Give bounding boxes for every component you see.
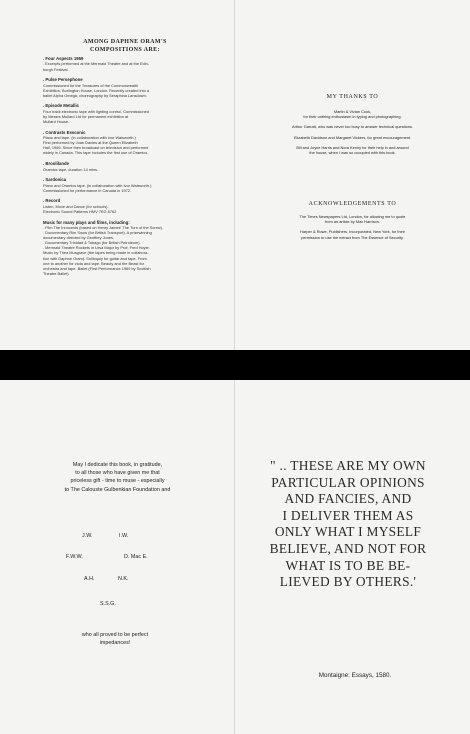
acknowledgements-line: permission to use the extract from The Essence of Security.	[301, 234, 404, 240]
composition-description: . Mermaid Theatre Rockets in Ursa Major by Prof. Fred Hoyle.	[43, 245, 150, 251]
dedication-closing-line: who all proved to be perfect	[81, 632, 149, 638]
composition-description: . Film The Innocents (based on Henry James' The Turn of the Screw).	[43, 225, 163, 230]
composition-description: by Messrs Mullard Ltd for permanent exhibition at	[43, 113, 129, 119]
compositions-page	[0, 0, 235, 350]
dedication-line: May I dedicate this book, in gratitude,	[72, 462, 163, 468]
composition-description: documentary directed by Geoffrey Jones.	[43, 235, 115, 241]
initials-nk: N.K.	[118, 576, 129, 582]
initials-ah: A.H.	[84, 576, 95, 582]
composition-description: Electronic Sound Patterns HMV 7EG 8762	[43, 208, 117, 214]
thanks-line: Martin & Vivian Cook,	[333, 109, 372, 114]
composition-title: . Episode Metallic	[43, 103, 80, 109]
quote-line: ONLY WHAT I MYSELF	[274, 524, 422, 540]
dedication-line: to The Calouste Gulbenkian Foundation and	[64, 486, 171, 493]
composition-description: Four track electronic tape with lighting control. Commissioned	[43, 108, 149, 114]
thanks-line: for their untiring enthusiasm in typing and photographing.	[303, 114, 402, 120]
composition-description: . Excerpts performed at the Mermaid Theatre and at the Edin-	[43, 61, 150, 67]
composition-description: one to another for viola and tape. Beauty and the Beast for	[43, 260, 145, 266]
composition-title: . Pulse Persephone	[43, 77, 83, 83]
composition-title: . Contrasts Essconic	[43, 129, 86, 135]
initials-dmace: D. Mac E.	[124, 554, 148, 560]
dedication-closing	[40, 631, 190, 647]
thanks-list	[263, 109, 443, 155]
composition-description: Music by Thea Musgrave (the tapes being made in collabora-	[43, 250, 149, 256]
initials-fww: F.W.W.	[66, 554, 83, 560]
initials-jw: J.W.	[82, 533, 93, 539]
quote-line: PARTICULAR OPINIONS	[271, 474, 425, 490]
dedication-page	[0, 380, 235, 734]
initials-ssg: S.S.G.	[100, 601, 116, 607]
composition-description: Hall, 1969. Since then broadcast on television and performed	[43, 145, 149, 151]
composition-entry	[43, 130, 198, 156]
acknowledgements-line: Harper & Rowe, Publishers, Incorporated, New York, for their	[300, 229, 405, 235]
composition-entry	[43, 161, 198, 172]
acknowledgements-line: The Times Newspapers Ltd, London, for allowing me to quote	[299, 214, 406, 219]
quote-line: " .. THESE ARE MY OWN	[270, 458, 426, 473]
composition-description: burgh Festival.	[43, 66, 69, 72]
composition-description: Mullard House.	[43, 119, 70, 125]
composition-description: orchestra and tape. Ballet (First Performance 1969 by Scottish	[43, 265, 151, 271]
composition-title: . Broolilande	[43, 161, 70, 167]
acknowledgements-list	[263, 214, 443, 240]
composition-description: tion with Daphne Oram). Sollioquiy for guitar and tape. From	[43, 255, 147, 261]
compositions-list	[43, 56, 198, 282]
thanks-line: Bill and Joyce Harris and Nora Kenny for their help in and around	[296, 144, 409, 150]
initials-iw: I.W.	[119, 533, 129, 539]
thanks-line: Arthur Garratt, who was never too busy to answer technical questions.	[292, 124, 413, 130]
thanks-page	[235, 0, 470, 350]
composition-title: . Four Aspects 1959	[43, 56, 84, 61]
thanks-title: MY THANKS TO	[326, 94, 379, 100]
composition-description: Commissioned for the Treasures of the Commonwealth	[43, 82, 139, 88]
composition-title: . Sardonica	[43, 177, 67, 183]
thanks-line: the house, when I was so occupied with this book.	[309, 150, 396, 156]
composition-entry	[43, 56, 198, 72]
composition-description: Piano and tape. (in collaboration with Ivor Walsworth.)	[43, 135, 136, 141]
quote-line: I DELIVER THEM AS	[282, 507, 414, 523]
quote-attribution: Montaigne: Essays, 1580.	[318, 672, 392, 679]
dedication-text	[30, 461, 205, 494]
composition-title: . Record	[43, 198, 61, 204]
dedication-line: priceless gift - time to muse - especially	[70, 478, 165, 485]
top-spread	[0, 0, 470, 350]
composition-description: Theatre Ballet).	[43, 270, 70, 276]
composition-description: ballet Alpha Omega, choreography by Seraphina Lansdown.	[43, 92, 147, 98]
dedication-closing-line: impedances!	[99, 640, 131, 647]
composition-entry	[43, 103, 198, 124]
quote-line: AND FANCIES, AND	[284, 491, 412, 507]
composition-entry	[43, 198, 198, 214]
composition-description: . Documentary Trinidad & Tobago (for British Petroleum).	[43, 240, 141, 246]
composition-description: Listen, Move and Dance (for schools).	[43, 203, 109, 209]
composition-entry	[43, 177, 198, 193]
quote-line: BELIEVE, AND NOT FOR	[269, 540, 427, 556]
composition-entry	[43, 220, 198, 276]
composition-description: Oramics tape, duration 14 mins.	[43, 166, 99, 172]
thanks-line: Elizabeth Davidson and Margaret Vickers, for great encouragement.	[293, 134, 412, 140]
quote-line: LIEVED BY OTHERS.'	[279, 574, 417, 590]
acknowledgements-line: from an article by Max Harrison.	[324, 219, 381, 225]
composition-description: Exhibition, Burlington House, London. Recently created into a	[43, 87, 149, 93]
dedication-line: to all those who have given me that	[75, 470, 160, 477]
composition-description: widely in Canada. This tape includes the first use of Oramics.	[43, 150, 149, 156]
quote-line: WHAT IS TO BE BE-	[285, 557, 411, 573]
composition-title: Music for many plays and films, including:	[43, 219, 130, 225]
montaigne-quote	[248, 458, 448, 591]
composition-description: Commissioned for performance in Canada in 1972.	[43, 187, 132, 193]
composition-entry	[43, 77, 198, 98]
composition-description: . Documentary Rim Snow (for British Transport). A prizewinning	[43, 230, 152, 236]
acknowledgements-title: ACKNOWLEDGEMENTS TO	[308, 201, 397, 207]
composition-description: First performed by Joan Davies at the Queen Elizabeth	[43, 140, 138, 146]
compositions-title: AMONG DAPHNE ORAM'S COMPOSITIONS ARE:	[83, 39, 167, 53]
composition-description: Piano and Oramics tape. (in collaboration with Ivor Walsworth.)	[43, 182, 152, 188]
